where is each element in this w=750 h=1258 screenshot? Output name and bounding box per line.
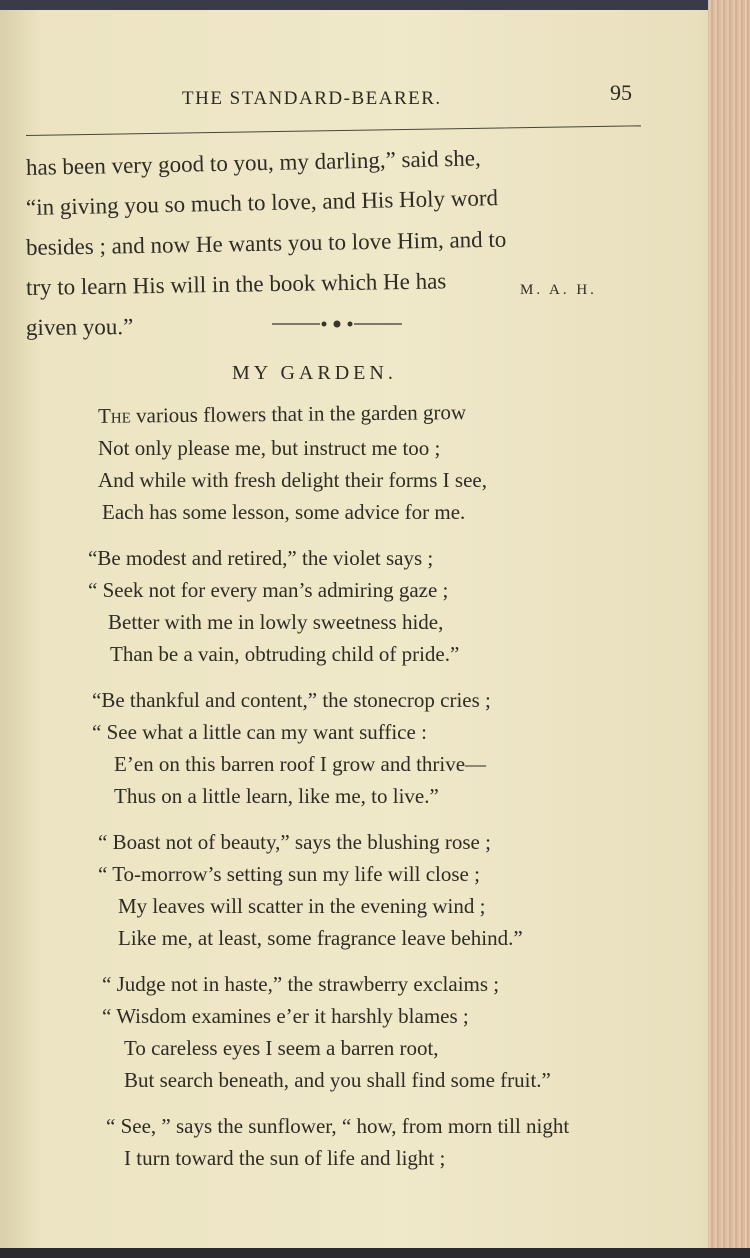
poem-line: And while with fresh delight their forms I see, bbox=[98, 468, 487, 492]
poem-line: Than be a vain, obtruding child of pride.” bbox=[110, 642, 460, 666]
prose-line: has been very good to you, my darling,” said she, bbox=[25, 145, 481, 180]
first-line-rest: various flowers that in the garden grow bbox=[130, 400, 467, 428]
poem-line: Each has some lesson, some advice for me. bbox=[102, 500, 466, 524]
poem-line: “ Wisdom examines e’er it harshly blames ; bbox=[102, 1004, 469, 1028]
poem-line: “ To-morrow’s setting sun my life will close ; bbox=[98, 862, 480, 886]
page-number: 95 bbox=[610, 80, 632, 105]
poem-line: To careless eyes I seem a barren root, bbox=[124, 1036, 439, 1060]
book-bottom-edge bbox=[0, 1248, 750, 1258]
poem-line: “ See, ” says the sunflower, “ how, from morn till night bbox=[106, 1114, 570, 1138]
poem-line: E’en on this barren roof I grow and thrive— bbox=[114, 752, 487, 776]
poem-line: Thus on a little learn, like me, to live.” bbox=[114, 784, 439, 808]
page-header bbox=[0, 70, 710, 110]
poem-line: “ See what a little can my want suffice : bbox=[92, 720, 427, 744]
running-title: THE STANDARD-BEARER. bbox=[182, 88, 442, 109]
poem-line: But search beneath, and you shall find some fruit.” bbox=[124, 1068, 551, 1092]
poem-line: Better with me in lowly sweetness hide, bbox=[108, 610, 444, 634]
poem-line bbox=[88, 394, 688, 432]
poem-line: Like me, at least, some fragrance leave behind.” bbox=[118, 926, 523, 950]
prose-line: besides ; and now He wants you to love Him, and to bbox=[25, 226, 507, 260]
page-edge bbox=[708, 0, 750, 1258]
prose-line: try to learn His will in the book which He has bbox=[25, 268, 447, 300]
poem-line: “ Judge not in haste,” the strawberry exclaims ; bbox=[102, 972, 500, 996]
book-page bbox=[0, 10, 740, 1250]
poem-title: MY GARDEN. bbox=[232, 362, 397, 384]
poem bbox=[88, 400, 688, 1174]
poem-line: I turn toward the sun of life and light ; bbox=[124, 1146, 446, 1170]
poem-line: Not only please me, but instruct me too ; bbox=[98, 436, 441, 460]
poem-line: “Be modest and retired,” the violet says ; bbox=[88, 546, 434, 570]
ornament-divider bbox=[272, 316, 402, 332]
signature: M. A. H. bbox=[520, 282, 597, 298]
first-word: The bbox=[97, 403, 131, 428]
prose-line: “in giving you so much to love, and His Holy word bbox=[25, 185, 499, 220]
poem-line: “Be thankful and content,” the stonecrop cries ; bbox=[92, 688, 491, 712]
poem-line: “ Boast not of beauty,” says the blushing rose ; bbox=[98, 830, 491, 854]
poem-line: My leaves will scatter in the evening wind ; bbox=[118, 894, 486, 918]
poem-line: “ Seek not for every man’s admiring gaze ; bbox=[88, 578, 449, 602]
prose-line: given you.” bbox=[25, 314, 134, 340]
